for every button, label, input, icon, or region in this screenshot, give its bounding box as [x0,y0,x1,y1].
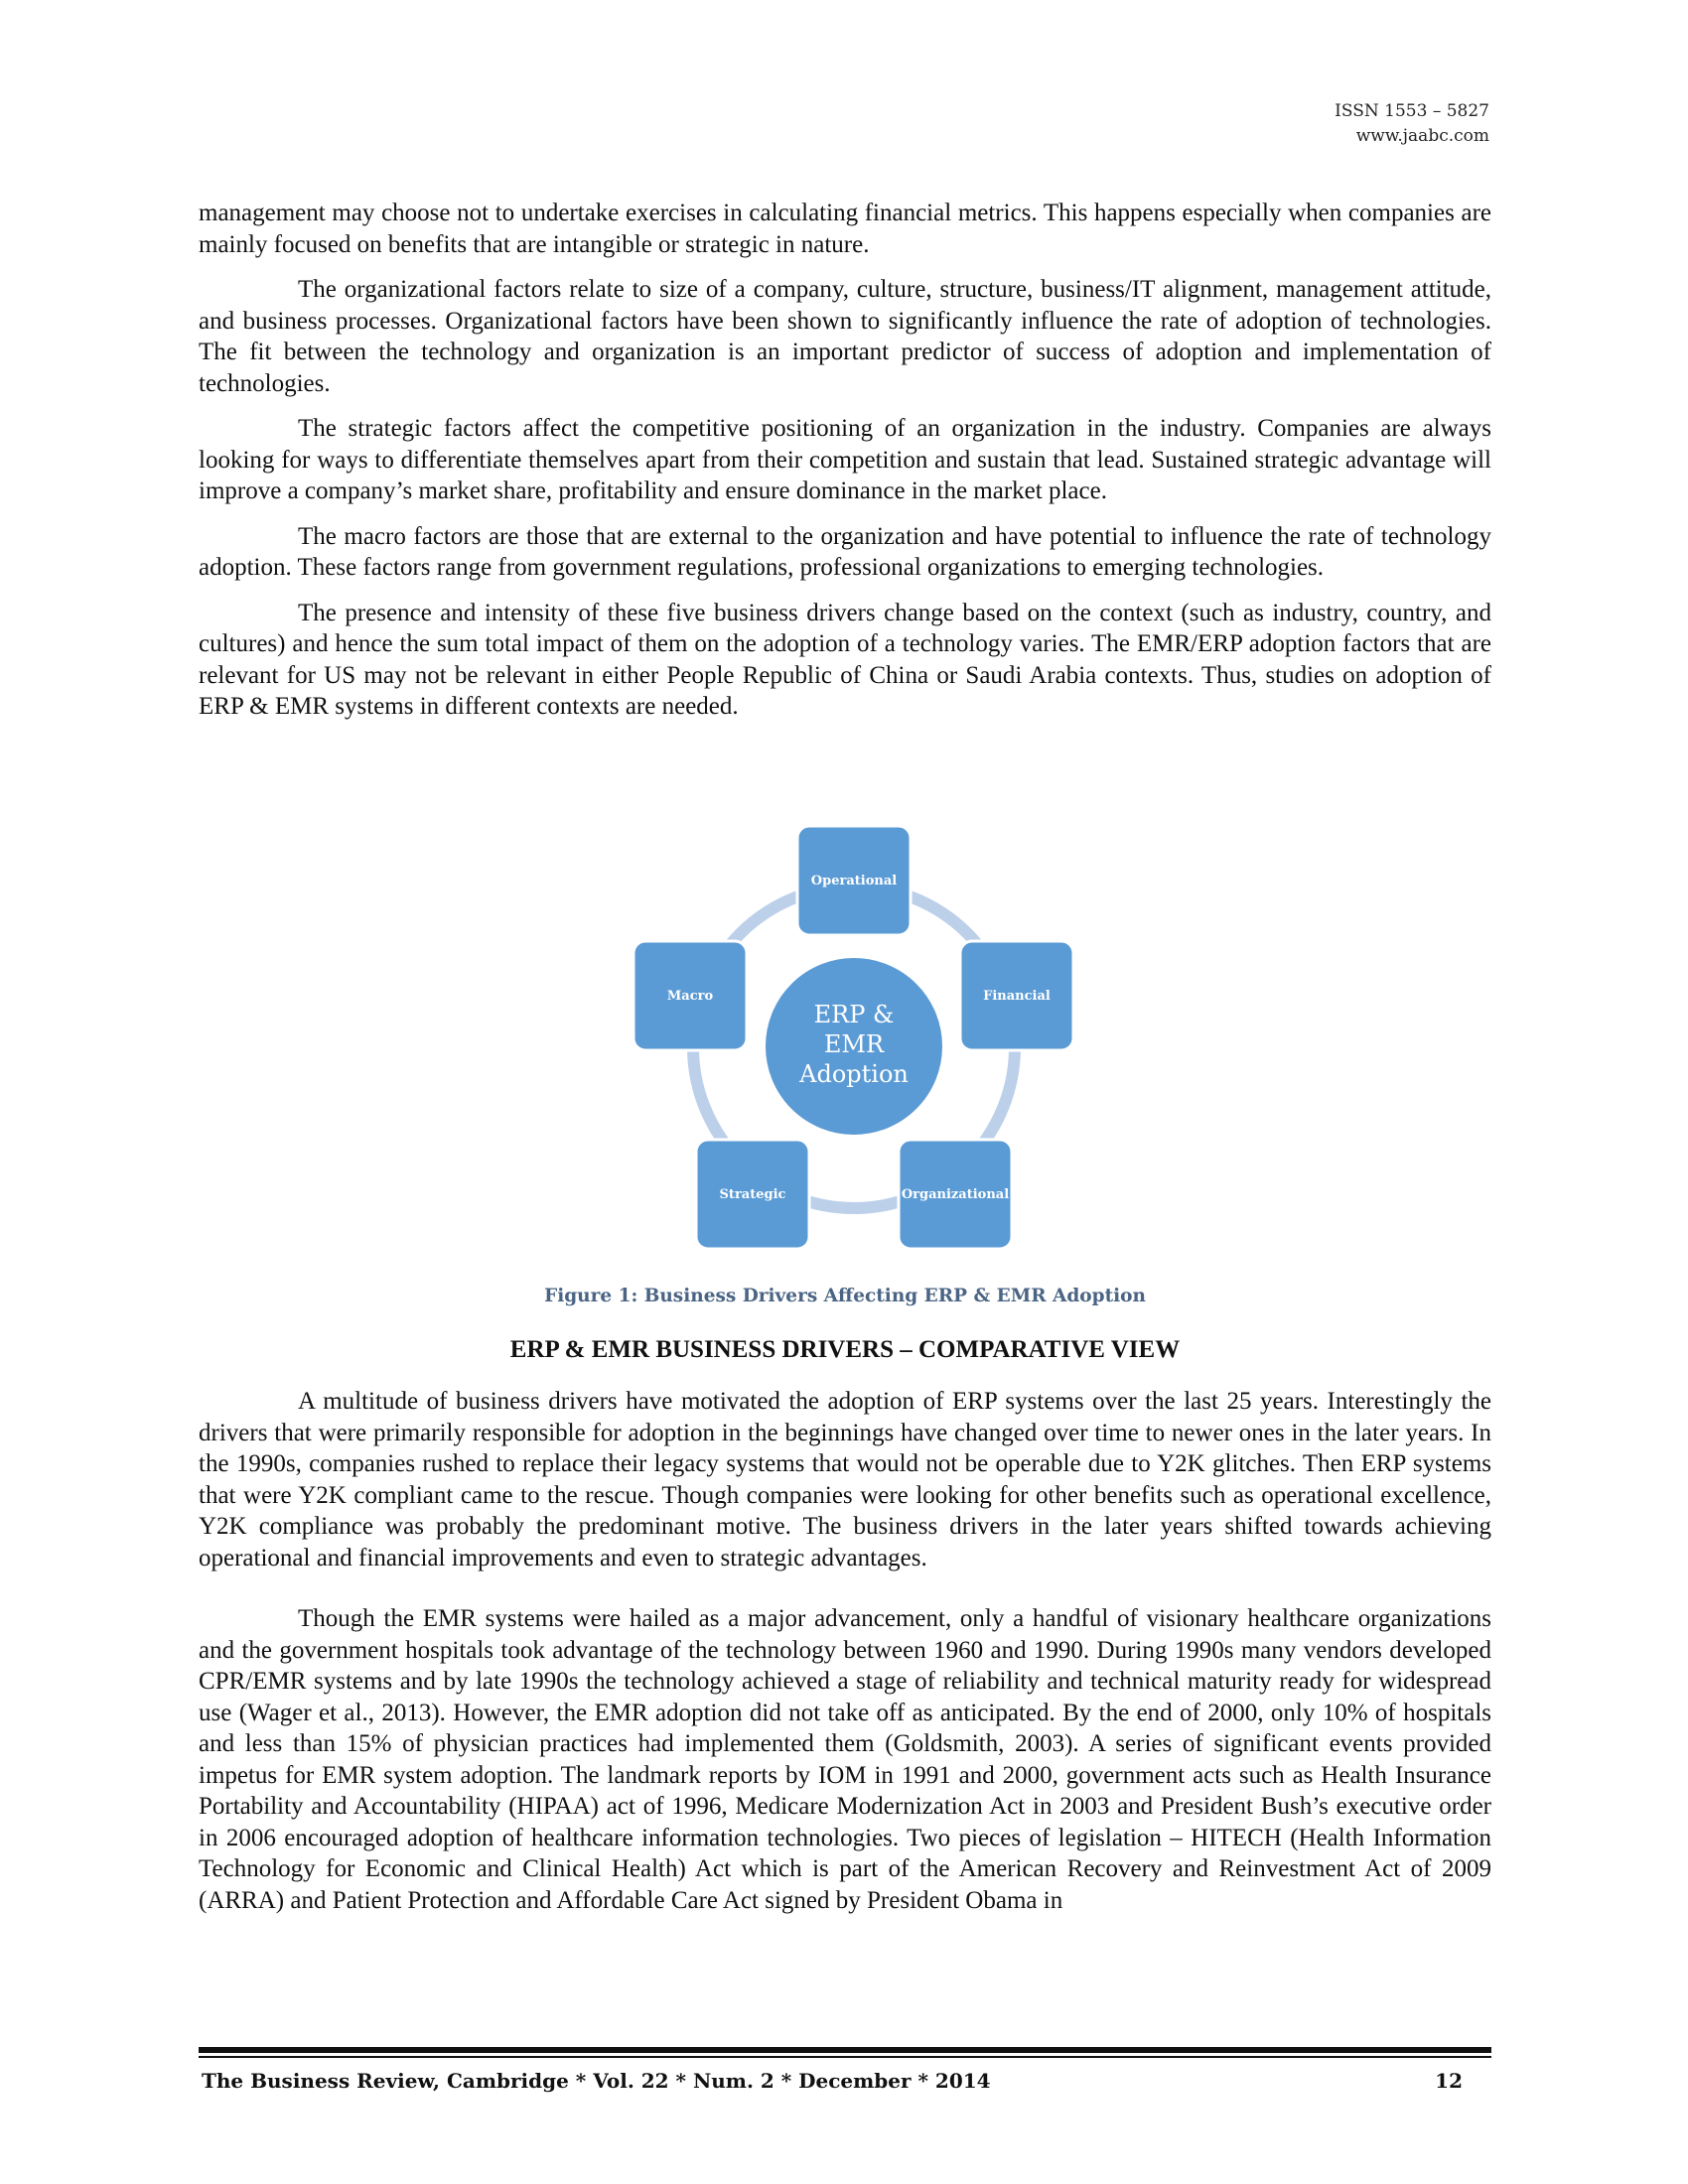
issn-header [1335,99,1489,149]
page-number: 12 [1435,2069,1463,2093]
business-drivers-diagram [626,814,1082,1261]
diagram-svg [626,814,1082,1261]
node-organizational-label: Organizational [901,1187,1010,1202]
node-operational [797,826,911,935]
journal-url[interactable]: www.jaabc.com [1355,126,1489,146]
paragraph: The presence and intensity of these five business drivers change based on the context (such as industry, country, and cultures) and hence the sum total impact of them on the adoption of a technology varies. The EMR/ERP adoption factors that are relevant for US may not be relevant in either People Republic of China or Saudi Arabia contexts. Thus, studies on adoption of ERP & EMR systems in different contexts are needed. [199,599,1491,720]
paragraph: The macro factors are those that are external to the organization and have potential to influence the rate of technology adoption. These factors range from government regulations, professional organizations to emerging technologies. [199,522,1491,581]
page-footer [202,2069,1463,2099]
node-strategic-label: Strategic [719,1187,786,1202]
paragraph: management may choose not to undertake exercises in calculating financial metrics. This happens especially when companies are mainly focused on benefits that are intangible or strategic in nature. [199,200,1491,258]
paragraph: The organizational factors relate to size of a company, culture, structure, business/IT alignment, management attitude, and business processes. Organizational factors have been shown to significantly influence the rate of adoption of technologies. The fit between the technology and organization is an important predictor of success of adoption and implementation of technologies. [199,276,1491,397]
node-strategic [696,1140,809,1249]
center-label-line1: ERP & [813,1001,895,1028]
paragraph: Though the EMR systems were hailed as a major advancement, only a handful of visionary healthcare organizations and the government hospitals took advantage of the technology between 1960 and 1990. During 1990s many vendors developed CPR/EMR systems and by late 1990s the technology achieved a stage of reliability and technical maturity ready for widespread use (Wager et al., 2013). However, the EMR adoption did not take off as anticipated. By the end of 2000, only 10% of hospitals and less than 15% of physician practices had implemented them (Goldsmith, 2003). A series of significant events provided impetus for EMR system adoption. The landmark reports by IOM in 1991 and 2000, government acts such as Health Insurance Portability and Accountability (HIPAA) act of 1996, Medicare Modernization Act in 2003 and President Bush’s executive order in 2006 encouraged adoption of healthcare information technologies. Two pieces of legislation – HITECH (Health Information Technology for Economic and Clinical Health) Act which is part of the American Recovery and Reinvestment Act of 2009 (ARRA) and Patient Protection and Affordable Care Act signed by President Obama in [199,1605,1491,1914]
section-heading: ERP & EMR BUSINESS DRIVERS – COMPARATIVE VIEW [509,1336,1181,1363]
node-operational-label: Operational [810,874,898,888]
figure-caption: Figure 1: Business Drivers Affecting ERP & EMR Adoption [544,1286,1146,1306]
node-financial-label: Financial [983,989,1051,1004]
footer-rule [199,2047,1491,2053]
footer-rule-thin [199,2056,1491,2058]
node-macro [633,941,747,1050]
node-organizational [899,1140,1012,1249]
center-label-line3: Adoption [799,1060,909,1088]
node-financial [960,941,1073,1050]
node-macro-label: Macro [666,989,714,1004]
paragraph: The strategic factors affect the competitive positioning of an organization in the industry. Companies are always looking for ways to differentiate themselves apart from their competition and sustain that lead. Sustained strategic advantage will improve a company’s market share, profitability and ensure dominance in the market place. [199,415,1491,504]
issn-number: ISSN 1553 – 5827 [1335,101,1489,121]
center-label-line2: EMR [823,1030,885,1058]
paragraph: A multitude of business drivers have motivated the adoption of ERP systems over the last 25 years. Interestingly the drivers that were primarily responsible for adoption in the beginnings have changed over time to newer ones in the later years. In the 1990s, companies rushed to replace their legacy systems that would not be operable due to Y2K glitches. Then ERP systems that were Y2K compliant came to the rescue. Though companies were looking for other benefits such as operational excellence, Y2K compliance was probably the predominant motive. The business drivers in the later years shifted towards achieving operational and financial improvements and even to strategic advantages. [199,1388,1491,1571]
body-text-top [199,198,1491,737]
body-text-bottom [199,1386,1491,1946]
footer-journal-citation: The Business Review, Cambridge * Vol. 22 * Num. 2 * December * 2014 [202,2069,991,2093]
